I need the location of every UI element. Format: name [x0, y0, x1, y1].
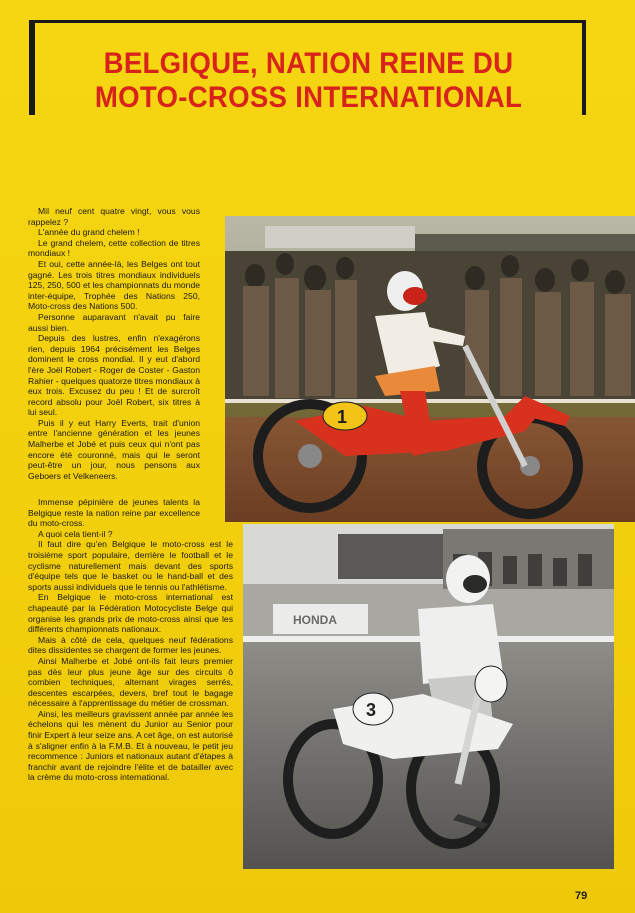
paragraph: L'année du grand chelem ! [38, 227, 140, 238]
page-number: 79 [575, 890, 588, 902]
photo-rider-number-3 [243, 524, 614, 869]
paragraph: Puis il y eut Harry Everts, trait d'union entre l'ancienne génération et les jeunes Malherbe et Jobé et puis ceux qui n'ont pas encore été couronné, mais qui le seront peut-être un jour, nous pensons aux Geboers et Velkeneers. [28, 417, 200, 481]
paragraph: Mais à côté de cela, quelques neuf fédérations dites dissidentes se chargent de former les jeunes. [28, 634, 233, 656]
photo-rider-1-illustration [225, 216, 635, 522]
headline-line-2: MOTO-CROSS INTERNATIONAL [94, 81, 523, 114]
paragraph: Ainsi Malherbe et Jobé ont-ils fait leurs premier pas dès leur plus jeune âge sur des circuits ô combien techniques, alternant virages serrés, descentes escarpées, devers, bref tout le bagage nécessaire à l'apprentissage du métier de crossman. [28, 655, 233, 709]
paragraph: Et oui, cette année-là, les Belges ont tout gagné. Les trois titres mondiaux individuels 125, 250, 500 et les championnats du monde inter-équipe, Trophée des Nations 250, Moto-cross des Nations 500. [28, 258, 200, 312]
headline [57, 47, 560, 115]
paragraph: A quoi cela tient-il ? [38, 528, 113, 539]
headline-box [29, 20, 586, 115]
paragraph: Immense pépinière de jeunes talents la Belgique reste la nation reine par excellence du moto-cross. [28, 497, 200, 529]
paragraph: En Belgique le moto-cross international est chapeauté par la Fédération Motocycliste Belge qui organise les grands prix de moto-cross ainsi que les différents championnats nationaux. [28, 592, 233, 635]
paragraph: Mil neuf cent quatre vingt, vous vous rappelez ? [28, 206, 200, 227]
bike-number-1: 1 [337, 407, 348, 427]
banner-text: HONDA [293, 613, 337, 627]
paragraph: Il faut dire qu'en Belgique le moto-cross est le troisième sport populaire, derrière le football et le cyclisme naturellement mais devant des sports d'équipe tels que le basket ou le hand-ball et des sports aussi individuels que le tennis ou l'athlétisme. [28, 539, 233, 592]
photo-rider-3-illustration [243, 524, 614, 869]
paragraph: Ainsi, les meilleurs gravissent année par année les échelons qui les mènent du Junior au Senior pour finir Expert à leur seize ans. A cet âge, on est autorisé à s'aligner enfin à la F.M.B. Et à nouveau, le petit jeu recommence : Juniors et nationaux autant d'étapes à franchir avant de rejoindre l'élite et de batailler avec la crème du moto-cross international. [28, 708, 233, 783]
paragraph: Le grand chelem, cette collection de titres mondiaux ! [28, 237, 200, 259]
photo-rider-number-1 [225, 216, 635, 522]
article-column-2 [28, 497, 233, 783]
bike-number-3: 3 [366, 700, 377, 720]
paragraph: Personne auparavant n'avait pu faire aussi bien. [28, 311, 200, 333]
headline-line-1: BELGIQUE, NATION REINE DU [103, 47, 514, 80]
article-column-1 [28, 206, 200, 481]
paragraph: Depuis des lustres, enfin n'exagérons rien, depuis 1964 précisément les Belges dominent le cross mondial. Il y eut d'abord l'ère Joël Robert - Roger de Coster - Gaston Rahier - quelques quatorze titres mondiaux à eux trois. Excusez du peu ! Et de surcroît record absolu pour Joël Robert, six titres à lui seul. [28, 333, 200, 418]
